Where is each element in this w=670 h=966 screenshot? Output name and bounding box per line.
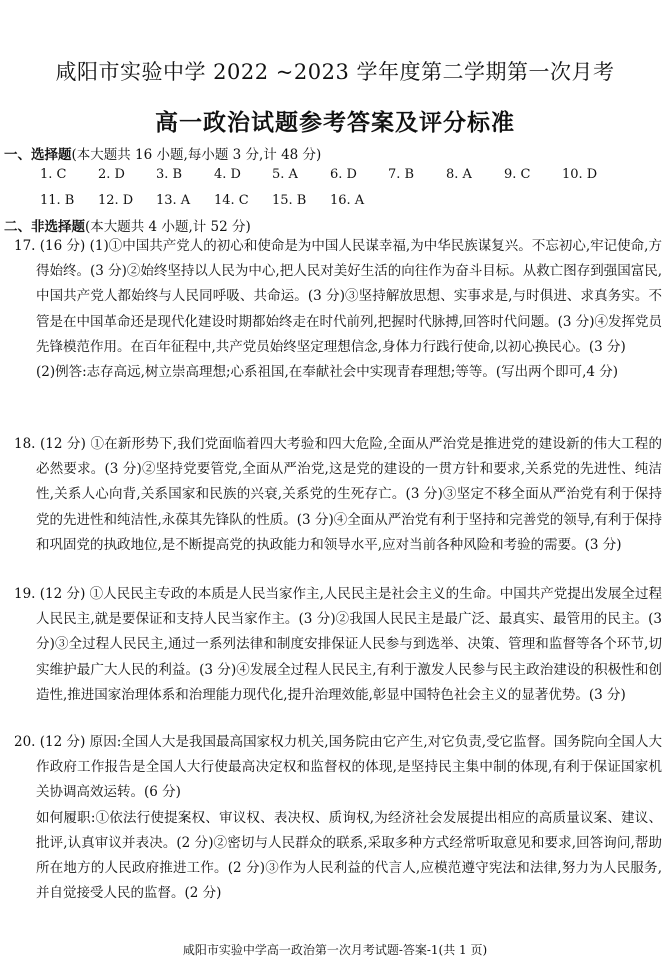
- answer-item: 10. D: [562, 166, 598, 182]
- answer-item: 4. D: [214, 166, 241, 182]
- question-17: [14, 234, 662, 385]
- question-19: [14, 582, 662, 708]
- answer-item: 16. A: [330, 192, 365, 208]
- section-1-note: (本大题共 16 小题,每小题 3 分,计 48 分): [71, 147, 322, 163]
- answer-item: 13. A: [156, 192, 191, 208]
- answer-row: [40, 161, 620, 187]
- q19-text: 19. (12 分) ①人民民主专政的本质是人民当家作主,人民民主是社会主义的生命。中国共产党提出发展全过程人民民主,就是要保证和支持人民当家作主。(3 分)②我国人民民主是最广泛、最真实、最管用的民主。(3 分)③全过程人民民主,通过一系列法律和制度安排保证人民参与到选举、决策、管理和监督等各个环节,切实维护最广大人民的利益。(3 分)④发展全过程人民民主,有利于激发人民参与民主政治建设的积极性和创造性,推进国家治理体系和治理能力现代化,提升治理效能,彰显中国特色社会主义的显著优势。(3 分): [14, 586, 662, 703]
- answer-item: 9. C: [504, 166, 531, 182]
- q18-text: 18. (12 分) ①在新形势下,我们党面临着四大考验和四大危险,全面从严治党是推进党的建设新的伟大工程的必然要求。(3 分)②坚持党要管党,全面从严治党,这是党的建设的一贯方针和要求,关系党的先进性、纯洁性,关系人心向背,关系国家和民族的兴衰,关系党的生死存亡。(3 分)③坚定不移全面从严治党有利于保持党的先进性和纯洁性,永葆其先锋队的性质。(3 分)④全面从严治党有利于坚持和完善党的领导,有利于保持和巩固党的执政地位,是不断提高党的执政能力和领导水平,应对当前各种风险和考验的需要。(3 分): [14, 436, 662, 553]
- q20-part2: 如何履职:①依法行使提案权、审议权、表决权、质询权,为经济社会发展提出相应的高质量议案、建议、批评,认真审议并表决。(2 分)②密切与人民群众的联系,采取多种方式经常听取意见和要求,回答询问,帮助所在地方的人民政府推进工作。(2 分)③作为人民利益的代言人,应模范遵守宪法和法律,努力为人民服务,并自觉接受人民的监督。(2 分): [36, 809, 662, 902]
- q17-part2: (2)例答:志存高远,树立崇高理想;心系祖国,在奉献社会中实现青春理想;等等。(写出两个即可,4 分): [36, 364, 619, 381]
- answer-item: 1. C: [40, 166, 67, 182]
- document-subtitle: 高一政治试题参考答案及评分标准: [155, 110, 515, 136]
- section-1-title: 一、选择题: [4, 147, 72, 163]
- q17-part1: 17. (16 分) (1)①中国共产党人的初心和使命是为中国人民谋幸福,为中华民族谋复兴。不忘初心,牢记使命,方得始终。(3 分)②始终坚持以人民为中心,把人民对美好生活的向往作为奋斗目标。从救亡图存到强国富民,中国共产党人都始终与人民同呼吸、共命运。(3 分)③坚持解放思想、实事求是,与时俱进、求真务实。不管是在中国革命还是现代化建设时期都始终走在时代前列,把握时代脉搏,回答时代问题。(3 分)④发挥党员先锋模范作用。在百年征程中,共产党员始终坚定理想信念,身体力行践行使命,以初心换民心。(3 分): [14, 238, 662, 355]
- answer-item: 5. A: [272, 166, 298, 182]
- q20-part1: 20. (12 分) 原因:全国人大是我国最高国家权力机关,国务院由它产生,对它负责,受它监督。国务院向全国人大作政府工作报告是全国人大行使最高决定权和监督权的体现,是坚持民主集中制的体现,有利于保证国家机关协调高效运转。(6 分): [14, 734, 662, 801]
- answer-item: 15. B: [272, 192, 307, 208]
- exam-title: 咸阳市实验中学 2022 ~2023 学年度第二学期第一次月考: [55, 60, 615, 84]
- choice-answers: [40, 161, 620, 213]
- section-1-heading: [4, 143, 321, 163]
- answer-item: 14. C: [214, 192, 249, 208]
- answer-row: [40, 187, 620, 213]
- section-2-note: (本大题共 4 小题,计 52 分): [85, 219, 251, 235]
- section-2-title: 二、非选择题: [4, 219, 85, 235]
- answer-item: 7. B: [388, 166, 415, 182]
- answer-item: 12. D: [98, 192, 134, 208]
- page-footer: 咸阳市实验中学高一政治第一次月考试题-答案-1(共 1 页): [182, 943, 488, 957]
- section-2-heading: [4, 215, 251, 235]
- question-18: [14, 432, 662, 558]
- answer-item: 11. B: [40, 192, 75, 208]
- answer-item: 3. B: [156, 166, 183, 182]
- question-20: [14, 730, 662, 906]
- answer-item: 2. D: [98, 166, 125, 182]
- answer-item: 8. A: [446, 166, 472, 182]
- answer-item: 6. D: [330, 166, 357, 182]
